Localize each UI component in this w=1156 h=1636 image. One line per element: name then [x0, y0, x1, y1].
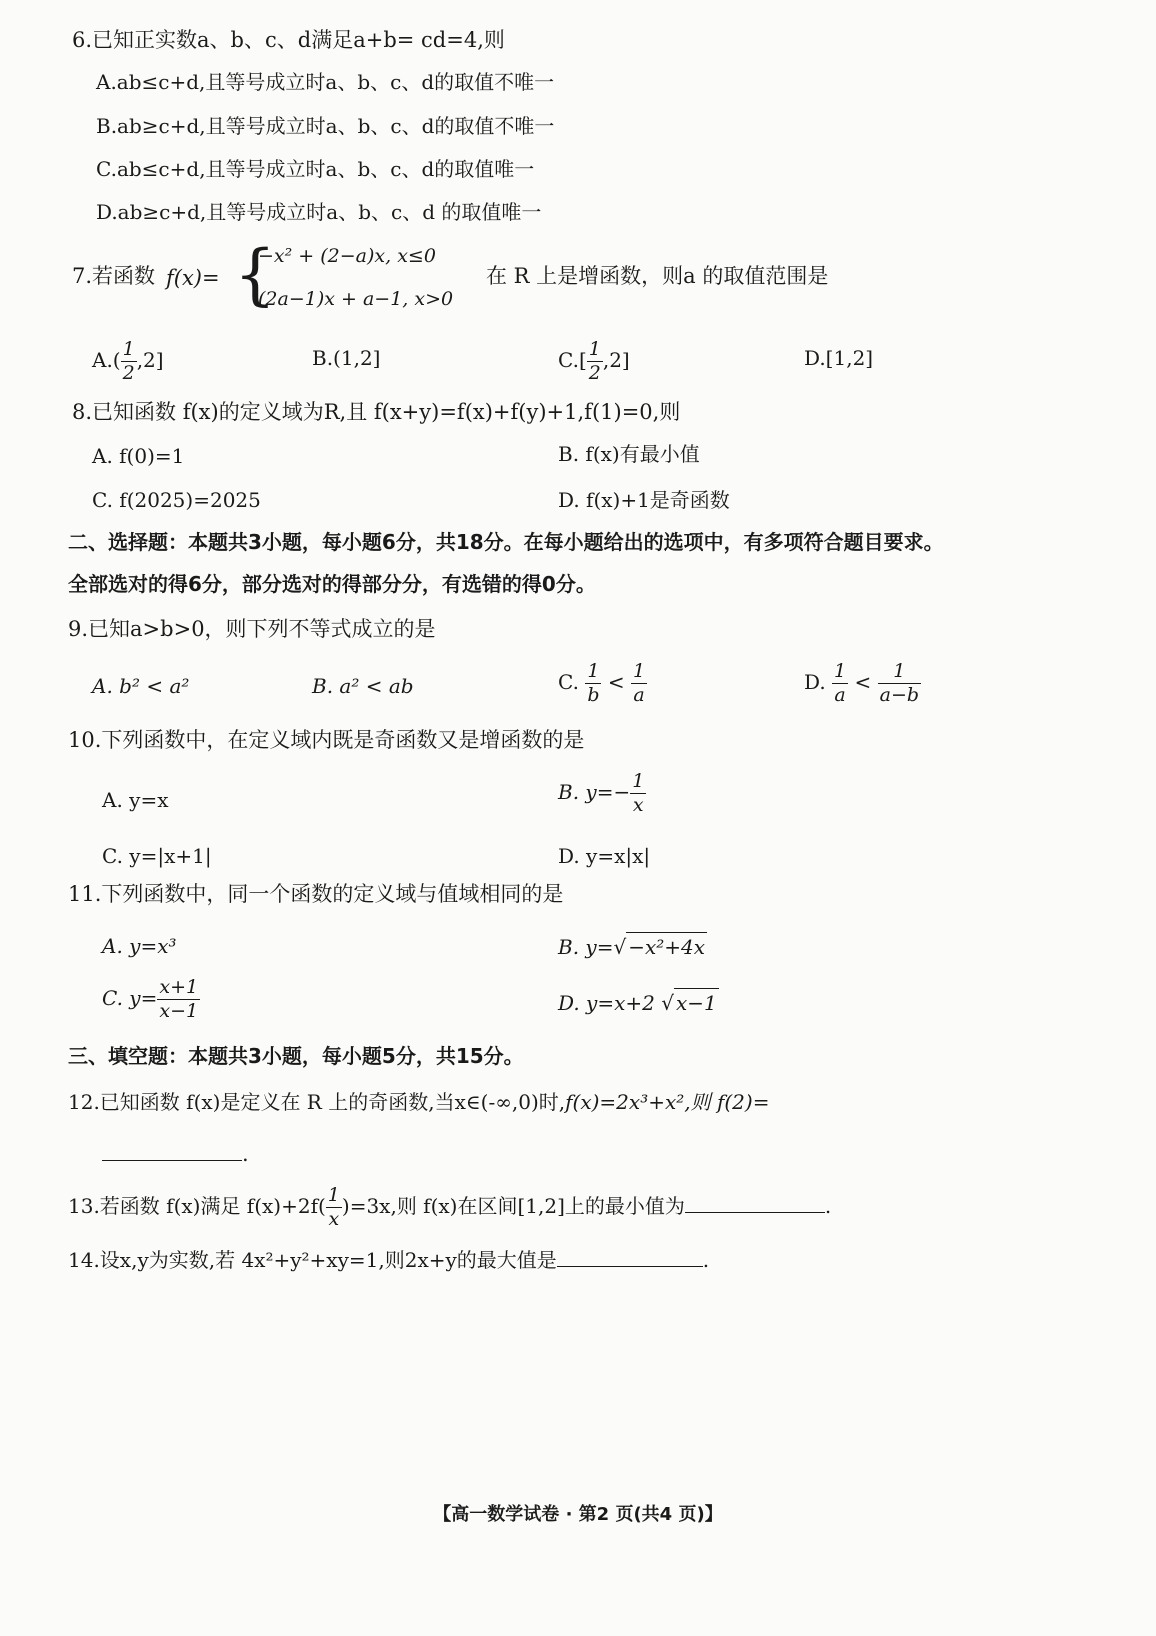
- question-7-option-d: D.[1,2]: [804, 346, 874, 370]
- question-6-option-a: A.ab≤c+d,且等号成立时a、b、c、d的取值不唯一: [96, 70, 555, 94]
- question-7-prefix: 7.若函数: [72, 264, 156, 288]
- section-3-heading: 三、填空题：本题共3小题，每小题5分，共15分。: [68, 1044, 524, 1068]
- question-7-piece-2: (2a−1)x + a−1, x>0: [258, 288, 454, 310]
- question-9-option-c: C. $\frac{1}{b}$ < $\frac{1}{a}$: [558, 660, 646, 706]
- question-11-option-b: B. y=√ −x²+4x: [558, 932, 707, 961]
- question-8-option-a: A. f(0)=1: [92, 444, 185, 468]
- question-12-blank[interactable]: [102, 1140, 242, 1161]
- question-12-answer-line[interactable]: .: [102, 1140, 249, 1168]
- section-2-rules: 全部选对的得6分，部分选对的得部分分，有选错的得0分。: [68, 572, 596, 596]
- question-6-stem: 6.已知正实数a、b、c、d满足a+b= cd=4,则: [72, 28, 505, 52]
- question-10-option-c: C. y=|x+1|: [102, 844, 212, 868]
- question-8-stem: 8.已知函数 f(x)的定义域为R,且 f(x+y)=f(x)+f(y)+1,f(1)=0,则: [72, 400, 681, 424]
- question-11-stem: 11.下列函数中，同一个函数的定义域与值域相同的是: [68, 882, 564, 906]
- question-7-piece-1: −x² + (2−a)x, x≤0: [258, 245, 436, 267]
- question-6-option-c: C.ab≤c+d,且等号成立时a、b、c、d的取值唯一: [96, 157, 535, 181]
- question-13-stem: 13.若函数 f(x)满足 f(x)+2f( $\frac{1}{x}$ )=3x,则 f(x)在区间[1,2]上的最小值为 .: [68, 1184, 832, 1230]
- question-6-option-d: D.ab≥c+d,且等号成立时a、b、c、d 的取值唯一: [96, 200, 542, 224]
- piecewise-brace: {: [234, 236, 276, 313]
- page-footer: 【高一数学试卷 · 第2 页(共4 页)】: [433, 1504, 723, 1525]
- question-10-stem: 10.下列函数中，在定义域内既是奇函数又是增函数的是: [68, 728, 585, 752]
- question-9-option-a: A. b² < a²: [92, 674, 190, 698]
- question-8-option-c: C. f(2025)=2025: [92, 488, 261, 512]
- section-2-heading: 二、选择题：本题共3小题，每小题6分，共18分。在每小题给出的选项中，有多项符合题目要求。: [68, 530, 944, 554]
- question-11-option-c: C. y= $\frac{x+1}{x-1}$: [102, 976, 199, 1022]
- question-7-suffix: 在 R 上是增函数，则a 的取值范围是: [486, 264, 829, 288]
- question-7-option-c: C.[ $\frac{1}{2}$ ,2]: [558, 338, 630, 384]
- question-11-option-d: D. y=x+2 √ x−1: [558, 988, 719, 1017]
- question-8-option-b: B. f(x)有最小值: [558, 442, 700, 466]
- question-7-option-a: A.( $\frac{1}{2}$ ,2]: [92, 338, 164, 384]
- question-12-stem: 12.已知函数 f(x)是定义在 R 上的奇函数,当x∈(-∞,0)时,f(x)=2x³+x²,则 f(2)=: [68, 1090, 770, 1114]
- question-6-option-b: B.ab≥c+d,且等号成立时a、b、c、d的取值不唯一: [96, 114, 555, 138]
- question-7-fx: f(x)=: [166, 266, 220, 290]
- question-10-option-b: B. y=− $\frac{1}{x}$: [558, 770, 645, 816]
- question-9-option-b: B. a² < ab: [312, 674, 414, 698]
- question-9-option-d: D. $\frac{1}{a}$ < $\frac{1}{a-b}$: [804, 660, 920, 706]
- question-10-option-d: D. y=x|x|: [558, 844, 651, 868]
- question-14-stem: 14.设x,y为实数,若 4x²+y²+xy=1,则2x+y的最大值是 .: [68, 1248, 710, 1272]
- question-8-option-d: D. f(x)+1是奇函数: [558, 488, 730, 512]
- question-10-option-a: A. y=x: [102, 788, 169, 812]
- question-7-option-b: B.(1,2]: [312, 346, 381, 370]
- question-14-blank[interactable]: [557, 1246, 703, 1267]
- question-13-blank[interactable]: [685, 1192, 825, 1213]
- question-11-option-a: A. y=x³: [102, 934, 177, 958]
- question-9-stem: 9.已知a>b>0，则下列不等式成立的是: [68, 617, 436, 641]
